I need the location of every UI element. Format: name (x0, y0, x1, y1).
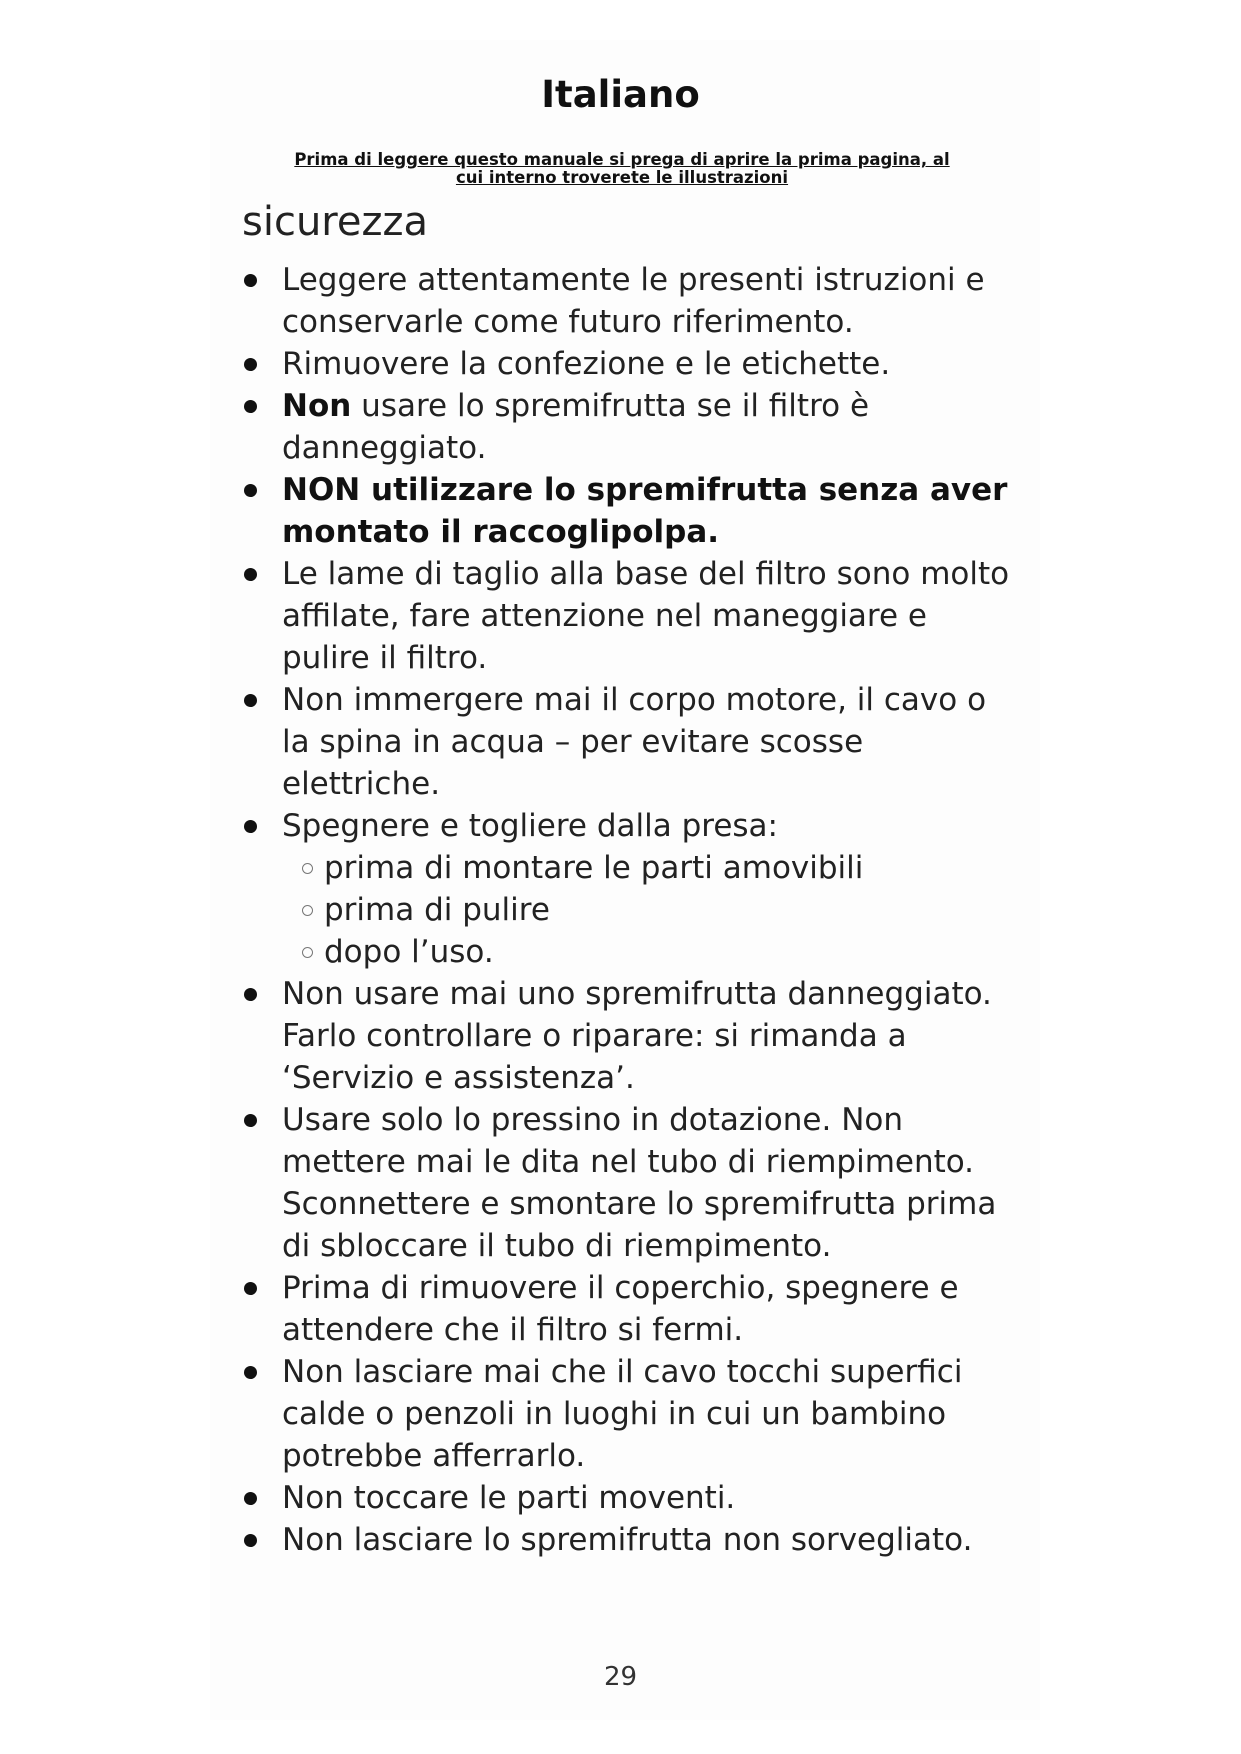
item-text: Leggere attentamente le presenti istruzioni e conservarle come futuro riferimento. (282, 262, 985, 340)
item-text: Non lasciare lo spremifrutta non sorvegliato. (282, 1522, 973, 1558)
list-item (242, 259, 1022, 343)
section-heading: sicurezza (242, 199, 428, 245)
notice-line-2: cui interno troverete le illustrazioni (455, 168, 789, 187)
item-text: Le lame di taglio alla base del filtro sono molto affilate, fare attenzione nel maneggiare e pulire il filtro. (282, 556, 1010, 676)
sub-list-item: prima di pulire (302, 889, 1022, 931)
list-item (242, 973, 1022, 1099)
list-item (242, 385, 1022, 469)
list-item (242, 469, 1022, 553)
item-bold-lead: Non (282, 388, 352, 424)
item-text: usare lo spremifrutta se il filtro è danneggiato. (282, 388, 870, 466)
item-text: Rimuovere la confezione e le etichette. (282, 346, 891, 382)
sub-list (282, 847, 1022, 973)
page-number: 29 (603, 1662, 638, 1692)
illustrations-notice (258, 151, 986, 187)
language-title: Italiano (541, 73, 700, 116)
item-text: Non immergere mai il corpo motore, il cavo o la spina in acqua – per evitare scosse elettriche. (282, 682, 987, 802)
item-text: Prima di rimuovere il coperchio, spegnere e attendere che il filtro si fermi. (282, 1270, 959, 1348)
notice-line-1: Prima di leggere questo manuale si prega di aprire la prima pagina, al (294, 150, 950, 169)
item-bold-text: NON utilizzare lo spremifrutta senza aver montato il raccoglipolpa. (282, 472, 1008, 550)
sub-list-item: prima di montare le parti amovibili (302, 847, 1022, 889)
list-item (242, 553, 1022, 679)
list-item (242, 1267, 1022, 1351)
item-text: Usare solo lo pressino in dotazione. Non mettere mai le dita nel tubo di riempimento. Sconnettere e smontare lo spremifrutta prima di sbloccare il tubo di riempimento. (282, 1102, 997, 1264)
list-item (242, 1099, 1022, 1267)
item-text: Spegnere e togliere dalla presa: (282, 808, 778, 844)
list-item (242, 679, 1022, 805)
list-item (242, 343, 1022, 385)
list-item (242, 1477, 1022, 1519)
item-text: Non lasciare mai che il cavo tocchi superfici calde o penzoli in luoghi in cui un bambino potrebbe afferrarlo. (282, 1354, 963, 1474)
sub-list-item: dopo l’uso. (302, 931, 1022, 973)
list-item (242, 1351, 1022, 1477)
list-item (242, 1519, 1022, 1561)
item-text: Non usare mai uno spremifrutta danneggiato. Farlo controllare o riparare: si rimanda a ‘Servizio e assistenza’. (282, 976, 992, 1096)
safety-list (242, 259, 1022, 1561)
list-item (242, 805, 1022, 973)
item-text: Non toccare le parti moventi. (282, 1480, 736, 1516)
